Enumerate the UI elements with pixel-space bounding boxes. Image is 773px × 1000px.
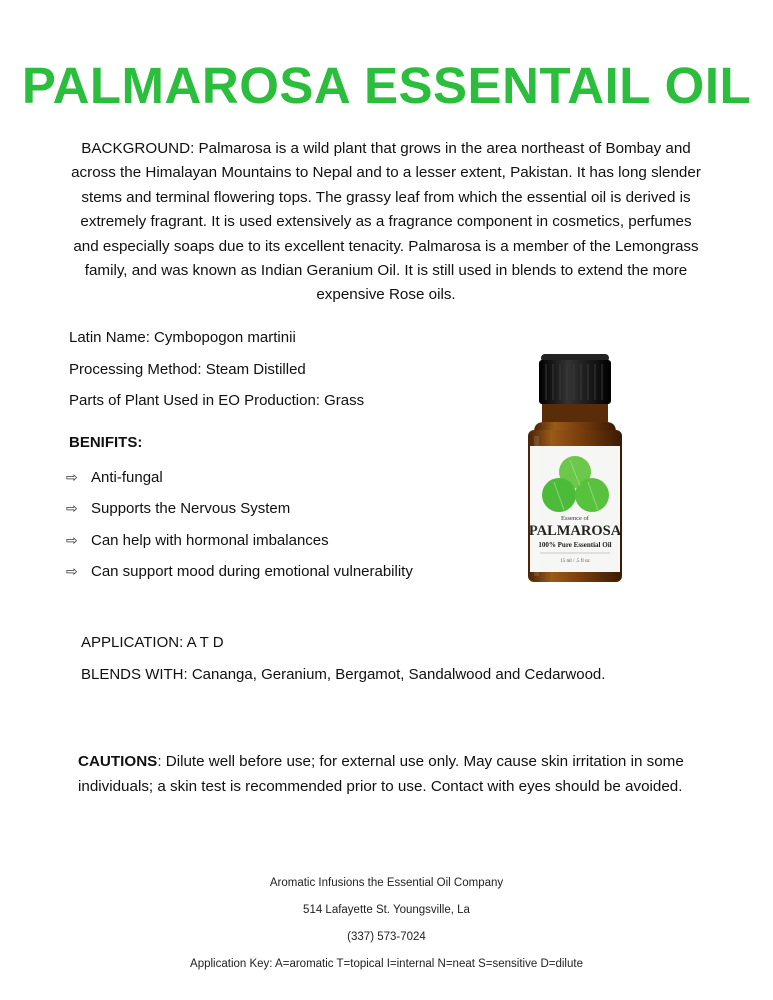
cautions-text: : Dilute well before use; for external use only. May cause skin irritation in some individuals; a skin test is recommended prior to use. Contact with eyes should be avoided. xyxy=(78,753,684,795)
processing-method: Processing Method: Steam Distilled xyxy=(69,360,306,378)
cautions-label: CAUTIONS xyxy=(78,753,158,770)
arrow-icon: ⇨ xyxy=(66,500,78,516)
company-address: 514 Lafayette St. Youngsville, La xyxy=(303,904,470,916)
list-item xyxy=(66,467,413,487)
plant-parts: Parts of Plant Used in EO Production: Grass xyxy=(69,392,365,410)
oil-facts xyxy=(69,328,489,423)
bottle-purity-text: 100% Pure Essential Oil xyxy=(538,541,612,549)
page-title: PALMAROSA ESSENTAIL OIL xyxy=(21,57,752,114)
benefits-list xyxy=(66,467,413,593)
benefit-text: Supports the Nervous System xyxy=(91,500,291,517)
benefits-heading: BENIFITS: xyxy=(69,434,143,451)
bottle-volume-text: 15 ml / .5 fl oz xyxy=(560,559,590,564)
cautions-paragraph xyxy=(78,750,708,799)
footer xyxy=(0,876,773,984)
application-line: APPLICATION: A T D xyxy=(81,634,224,651)
blends-line: BLENDS WITH: Cananga, Geranium, Bergamot, Sandalwood and Cedarwood. xyxy=(81,666,606,683)
bottle-name-text: PALMAROSA xyxy=(528,523,622,539)
company-phone: (337) 573-7024 xyxy=(347,931,426,943)
bottle-essence-text: Essence of xyxy=(561,515,589,522)
list-item xyxy=(66,562,413,582)
benefit-text: Can support mood during emotional vulnerability xyxy=(91,563,413,580)
essential-oil-bottle-image xyxy=(520,352,630,588)
benefit-text: Can help with hormonal imbalances xyxy=(91,531,329,549)
arrow-icon: ⇨ xyxy=(66,468,78,485)
latin-name: Latin Name: Cymbopogon martinii xyxy=(69,329,296,346)
arrow-icon: ⇨ xyxy=(66,563,78,579)
arrow-icon: ⇨ xyxy=(66,531,78,548)
company-name: Aromatic Infusions the Essential Oil Company xyxy=(269,877,504,889)
benefit-text: Anti-fungal xyxy=(91,468,163,486)
background-paragraph: BACKGROUND: Palmarosa is a wild plant that grows in the area northeast of Bombay and across the Himalayan Mountains to Nepal and to a lesser extent, Pakistan. It has long slender stems and terminal flowering tops. The grassy leaf from which the essential oil is derived is extremely fragrant. It is used extensively as a fragrance component in cosmetics, perfumes and especially soaps due to its excellent tenacity. Palmarosa is a member of the Lemongrass family, and was known as Indian Geranium Oil. It is still used in blends to extend the more expensive Rose oils. xyxy=(71,140,701,304)
application-key: Application Key: A=aromatic T=topical I=internal N=neat S=sensitive D=dilute xyxy=(190,958,583,970)
list-item xyxy=(66,530,413,550)
list-item xyxy=(66,499,413,519)
